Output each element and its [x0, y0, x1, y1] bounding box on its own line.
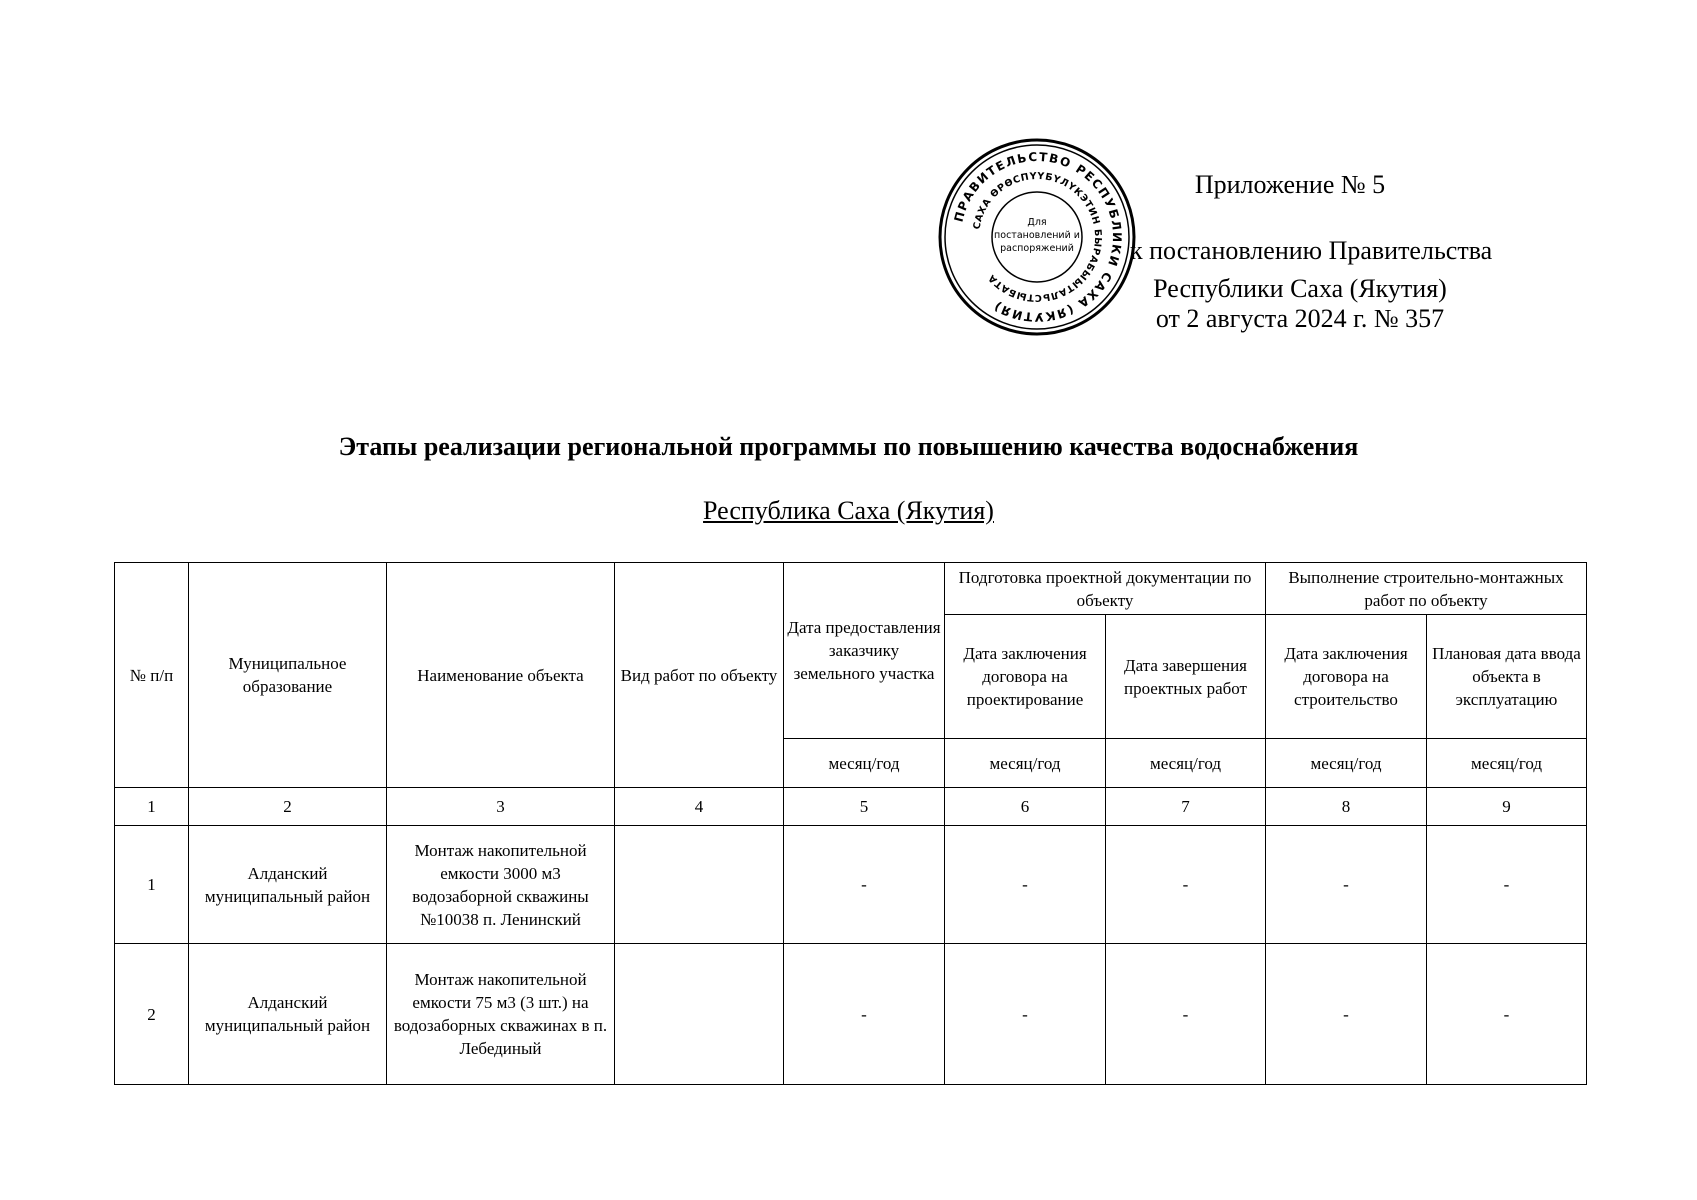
seal-ring-outer-text: ПРАВИТЕЛЬСТВО РЕСПУБЛИКИ САХА (ЯКУТИЯ) — [951, 149, 1125, 325]
row-design-contract: - — [945, 826, 1106, 944]
row-land-date: - — [784, 944, 945, 1085]
index-cell: 8 — [1266, 788, 1427, 826]
table-row — [115, 944, 1587, 1085]
seal-ring-inner-text: САХА ӨРӨСПҮҮБҮЛҮКЭТИН БЫРАБЫЫТАЛЬСТЫБАТА — [971, 170, 1104, 304]
row-build-contract: - — [1266, 826, 1427, 944]
header-group-design: Подготовка проектной документации по объекту — [945, 563, 1266, 615]
index-cell: 5 — [784, 788, 945, 826]
appendix-number: Приложение № 5 — [1194, 170, 1386, 199]
official-seal — [937, 137, 1137, 337]
index-cell: 6 — [945, 788, 1106, 826]
header-commission: Плановая дата ввода объекта в эксплуатацию — [1427, 615, 1587, 739]
row-land-date: - — [784, 826, 945, 944]
appendix-republic: Республики Саха (Якутия) — [1153, 274, 1447, 303]
subtitle-text: Республика Саха (Якутия) — [703, 496, 994, 525]
row-municipality: Алданский муниципальный район — [189, 826, 387, 944]
row-commission: - — [1427, 944, 1587, 1085]
index-cell: 9 — [1427, 788, 1587, 826]
header-land-date: Дата предоставления заказчику земельного участка — [784, 563, 945, 739]
unit-commission: месяц/год — [1427, 739, 1587, 788]
table-row — [115, 826, 1587, 944]
index-cell: 7 — [1106, 788, 1266, 826]
row-work-type — [615, 944, 784, 1085]
row-design-contract: - — [945, 944, 1106, 1085]
header-object: Наименование объекта — [387, 563, 615, 788]
document-title: Этапы реализации региональной программы по повышению качества водоснабжения — [338, 432, 1359, 461]
seal-center-line2: постановлений и — [994, 230, 1080, 241]
row-no: 1 — [115, 826, 189, 944]
header-build-contract: Дата заключения договора на строительство — [1266, 615, 1427, 739]
unit-design-end: месяц/год — [1106, 739, 1266, 788]
unit-build-contract: месяц/год — [1266, 739, 1427, 788]
table-index-row — [115, 788, 1587, 826]
header-no: № п/п — [115, 563, 189, 788]
row-no: 2 — [115, 944, 189, 1085]
row-object: Монтаж накопительной емкости 75 м3 (3 шт.) на водозаборных скважинах в п. Лебединый — [387, 944, 615, 1085]
header-work-type: Вид работ по объекту — [615, 563, 784, 788]
unit-land: месяц/год — [784, 739, 945, 788]
row-municipality: Алданский муниципальный район — [189, 944, 387, 1085]
row-work-type — [615, 826, 784, 944]
row-build-contract: - — [1266, 944, 1427, 1085]
index-cell: 2 — [189, 788, 387, 826]
appendix-date: от 2 августа 2024 г. № 357 — [1155, 304, 1445, 333]
header-municipality: Муниципальное образование — [189, 563, 387, 788]
document-subtitle — [0, 496, 1697, 526]
index-cell: 3 — [387, 788, 615, 826]
header-design-contract: Дата заключения договора на проектирование — [945, 615, 1106, 739]
header-group-construction: Выполнение строительно-монтажных работ по объекту — [1266, 563, 1587, 615]
row-object: Монтаж накопительной емкости 3000 м3 водозаборной скважины №10038 п. Ленинский — [387, 826, 615, 944]
seal-center-line1: Для — [1027, 217, 1047, 228]
row-commission: - — [1427, 826, 1587, 944]
header-design-end: Дата завершения проектных работ — [1106, 615, 1266, 739]
unit-design-contract: месяц/год — [945, 739, 1106, 788]
appendix-decree-reference: к постановлению Правительства — [1130, 236, 1493, 265]
row-design-end: - — [1106, 944, 1266, 1085]
row-design-end: - — [1106, 826, 1266, 944]
table-header-row-1 — [115, 563, 1587, 615]
index-cell: 4 — [615, 788, 784, 826]
seal-center-line3: распоряжений — [1000, 243, 1074, 254]
program-stages-table — [114, 562, 1587, 1085]
index-cell: 1 — [115, 788, 189, 826]
